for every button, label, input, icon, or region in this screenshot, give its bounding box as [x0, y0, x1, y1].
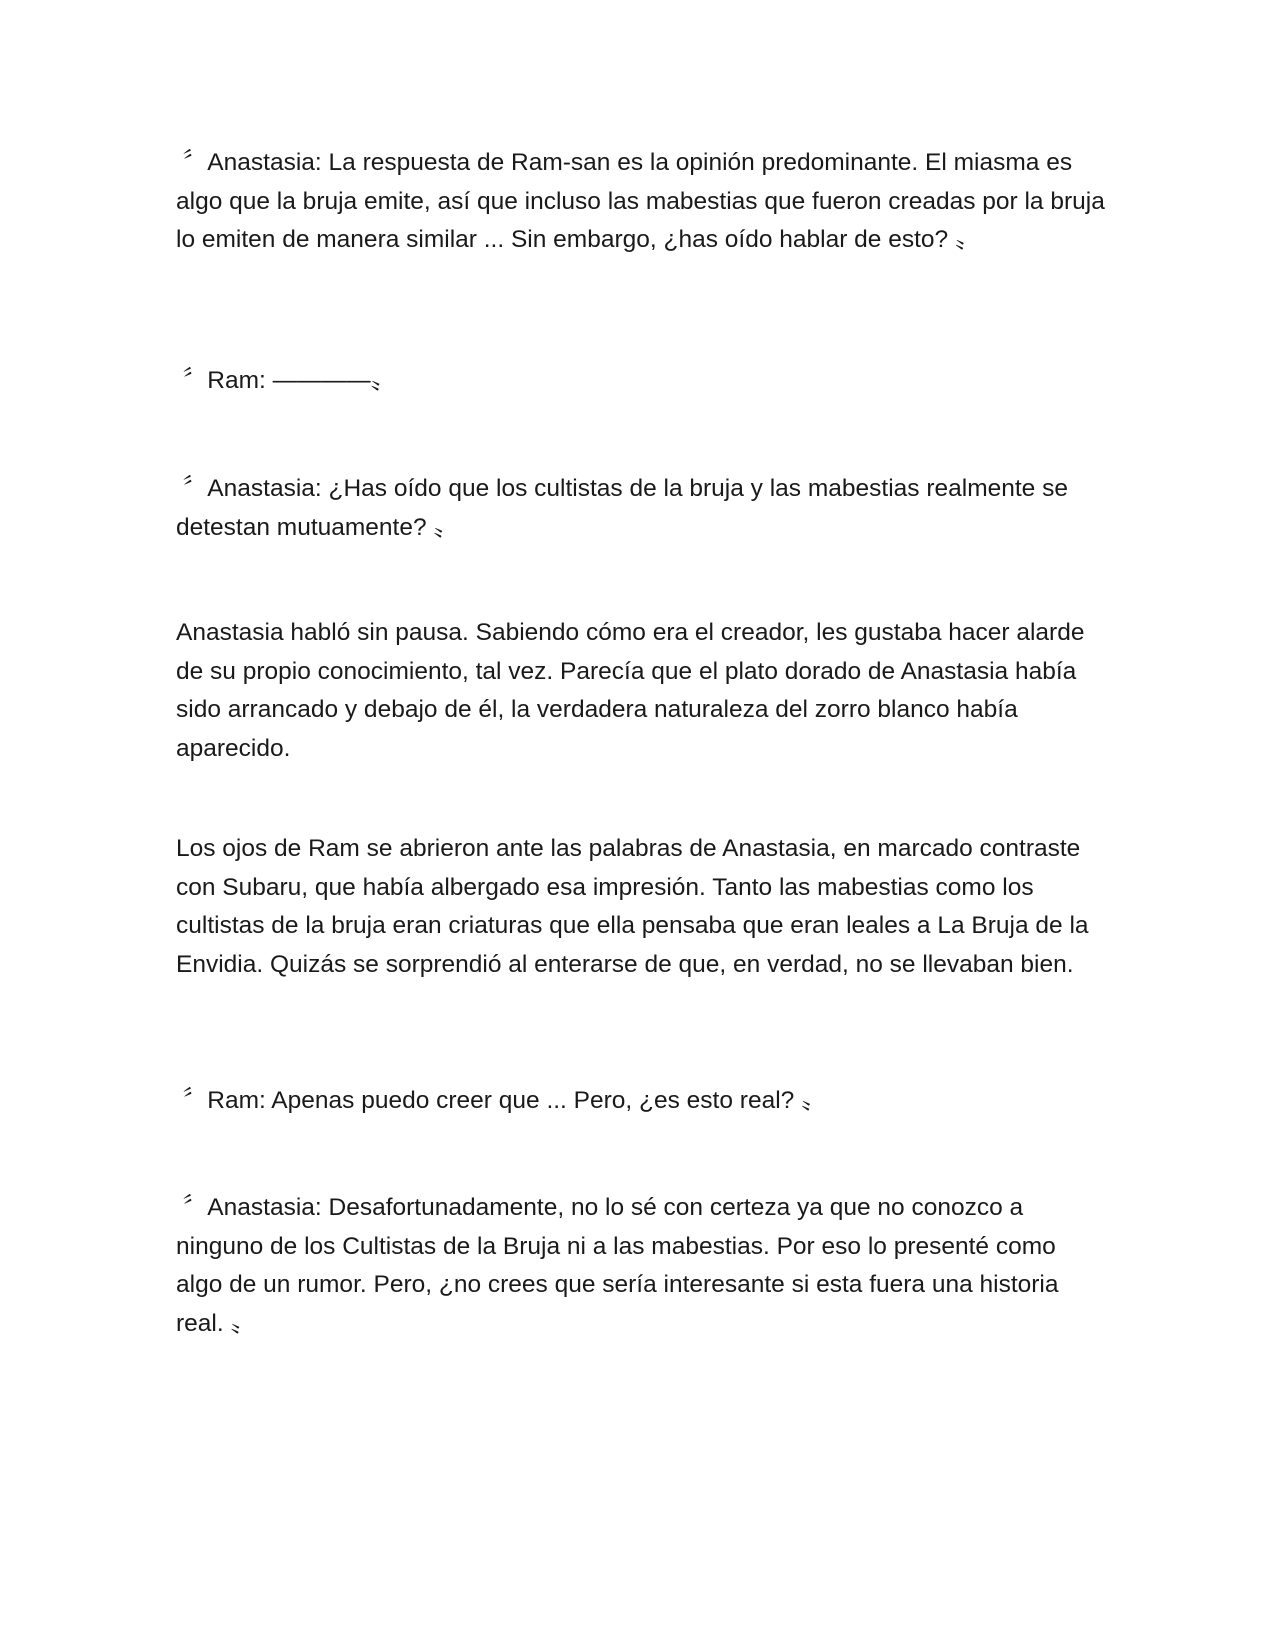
dialogue-ram-silence: 〞Ram: ————〟	[176, 367, 396, 394]
narration-ram-eyes: Los ojos de Ram se abrieron ante las palabras de Anastasia, en marcado contraste con Subaru, que había albergado esa impresión. Tanto las mabestias como los cultistas de la bruja eran criaturas que ella pensaba que eran leales a La Bruja de la Envidia. Quizás se sorprendió al enterarse de que, en verdad, no se llevaban bien.	[176, 835, 1089, 978]
dialogue-anastasia-rumor: 〞Anastasia: Desafortunadamente, no lo sé con certeza ya que no conozco a ninguno de los Cultistas de la Bruja ni a las mabestias. Por eso lo presenté como algo de un rumor. Pero, ¿no crees que sería interesante si esta fuera una historia real. 〟	[176, 1194, 1059, 1337]
dialogue-anastasia-cultists: 〞Anastasia: ¿Has oído que los cultistas de la bruja y las mabestias realmente se detestan mutuamente? 〟	[176, 475, 1068, 541]
dialogue-anastasia-miasma: 〞Anastasia: La respuesta de Ram-san es la opinión predominante. El miasma es algo que la bruja emite, así que incluso las mabestias que fueron creadas por la bruja lo emiten de manera similar ... Sin embargo, ¿has oído hablar de esto? 〟	[176, 149, 1105, 254]
dialogue-ram-real: 〞Ram: Apenas puedo creer que ... Pero, ¿es esto real? 〟	[176, 1087, 826, 1114]
narration-anastasia-spoke: Anastasia habló sin pausa. Sabiendo cómo era el creador, les gustaba hacer alarde de su propio conocimiento, tal vez. Parecía que el plato dorado de Anastasia había sido arrancado y debajo de él, la verdadera naturaleza del zorro blanco había aparecido.	[176, 619, 1085, 762]
